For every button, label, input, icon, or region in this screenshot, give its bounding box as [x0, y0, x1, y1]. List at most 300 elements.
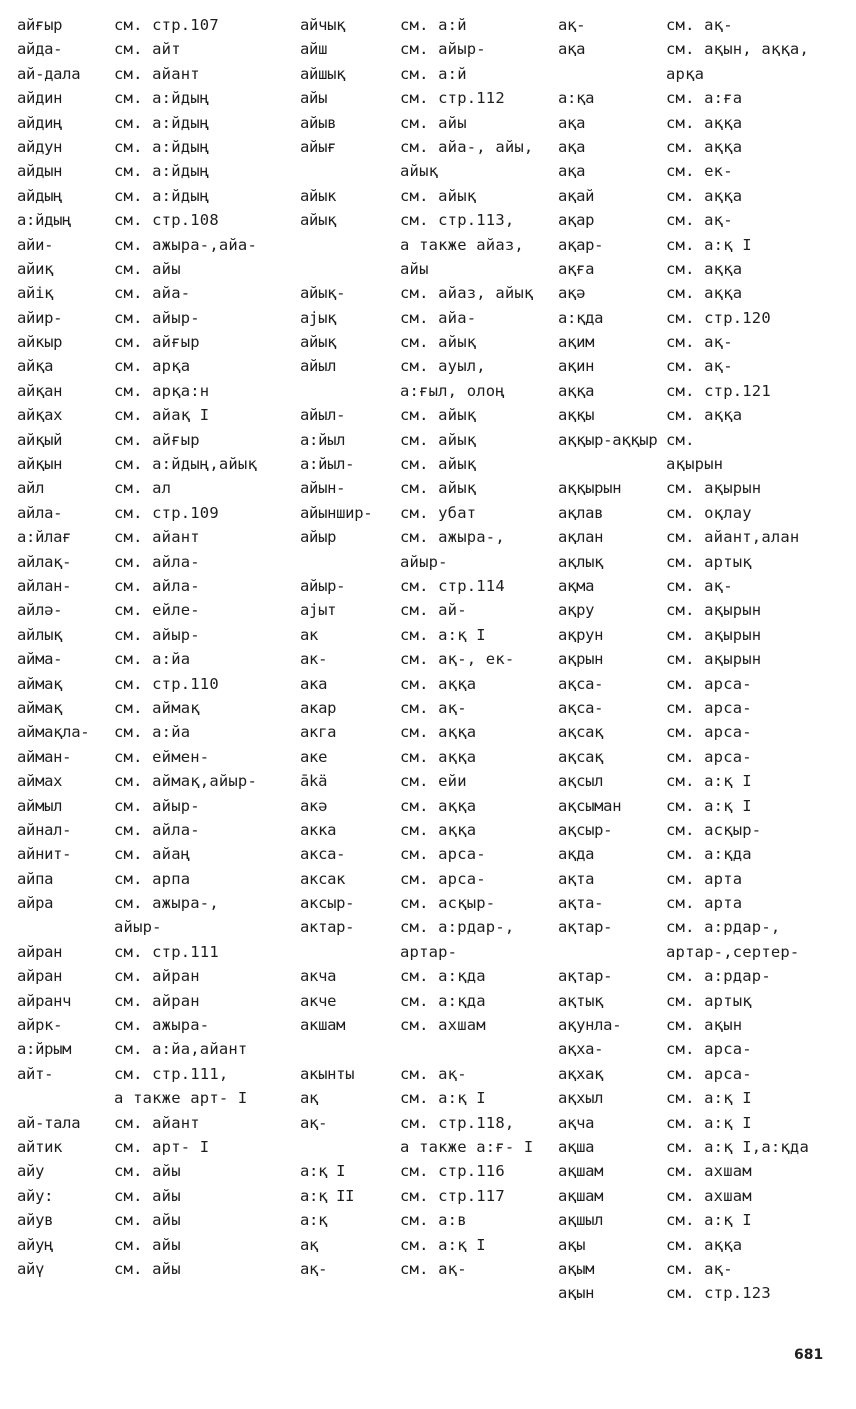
entry-headword: аймақ: [17, 698, 63, 717]
entry-headword: айлан-: [17, 576, 72, 595]
entry-reference: айыр-: [114, 918, 162, 937]
entry-reference: айыр-: [400, 552, 448, 571]
entry-reference: см. оқлау: [666, 503, 752, 522]
entry-reference: см. стр.111,: [114, 1064, 229, 1083]
entry-headword: аймақла-: [17, 723, 90, 742]
entry-reference: см. ахшам: [400, 1016, 486, 1035]
entry-headword: ақшыл: [558, 1211, 604, 1230]
entry-reference: см. айық: [400, 406, 477, 425]
entry-headword: айув: [17, 1211, 54, 1230]
entry-reference: см. айа-, айы,: [400, 137, 534, 156]
entry-headword: ақхыл: [558, 1089, 604, 1108]
entry-reference: см. стр.118,: [400, 1113, 515, 1132]
entry-reference: см. а:рдар-,: [666, 918, 781, 937]
entry-headword: ақсыр-: [558, 820, 613, 839]
entry-headword: ақшам: [558, 1162, 604, 1181]
entry-reference: см. айла-: [114, 552, 200, 571]
entry-reference: см. арса-: [666, 747, 752, 766]
entry-headword: аққы: [558, 406, 595, 425]
entry-headword: айдун: [17, 137, 63, 156]
entry-reference: см. артық: [666, 552, 752, 571]
entry-reference: см. аққа: [400, 747, 477, 766]
entry-headword: айт-: [17, 1064, 54, 1083]
entry-headword: айыл-: [300, 406, 346, 425]
entry-reference: см. стр.123: [666, 1284, 771, 1303]
entry-headword: ақрун: [558, 625, 604, 644]
entry-headword: ақлық: [558, 552, 604, 571]
entry-reference: см. стр.109: [114, 503, 219, 522]
entry-reference: см. ақ-: [666, 357, 733, 376]
entry-reference: см. айық: [400, 333, 477, 352]
entry-reference: см. айаз, айық: [400, 284, 534, 303]
entry-headword: айық: [300, 333, 337, 352]
entry-reference: см. ек-: [666, 162, 733, 181]
entry-headword: аке: [300, 747, 328, 766]
entry-headword: айтик: [17, 1137, 63, 1156]
entry-reference: см. ақ-: [666, 211, 733, 230]
entry-reference: см. ахшам: [666, 1186, 752, 1205]
entry-reference: см. ақ-: [666, 16, 733, 34]
entry-headword: айкыр: [17, 333, 63, 352]
entry-headword: ак: [300, 625, 319, 644]
entry-headword: айу:: [17, 1186, 54, 1205]
entry-reference: см. ахшам: [666, 1162, 752, 1181]
entry-headword: айман-: [17, 747, 72, 766]
entry-reference: см. ақын: [666, 1016, 743, 1035]
entry-headword: акынты: [300, 1064, 355, 1083]
entry-reference: см. стр.117: [400, 1186, 505, 1205]
entry-reference: см. а:йдың: [114, 89, 210, 108]
entry-headword: а:йдың: [17, 211, 72, 230]
entry-reference: см. а:й: [400, 16, 467, 34]
entry-headword: ақтық: [558, 991, 604, 1010]
entry-reference: см. айық: [400, 186, 477, 205]
entry-reference: см. айант,алан: [666, 528, 800, 547]
entry-headword: айшық: [300, 64, 346, 83]
entry-headword: айма-: [17, 650, 63, 669]
entry-headword: айыр-: [300, 576, 346, 595]
entry-reference: см. а:қ I: [666, 1113, 752, 1132]
entry-headword: айдың: [17, 186, 63, 205]
entry-reference: см. арса-: [666, 1064, 752, 1083]
entry-reference: см. айран: [114, 991, 200, 1010]
entry-headword: ақса-: [558, 698, 604, 717]
entry-headword: ақча: [558, 1113, 595, 1132]
entry-reference: см. ай-: [400, 601, 467, 620]
entry-headword: айдин: [17, 89, 63, 108]
entry-headword: айқын: [17, 455, 63, 474]
entry-headword: ақа: [558, 137, 586, 156]
entry-headword: айда-: [17, 40, 63, 59]
entry-reference: см. а:қ I: [666, 1089, 752, 1108]
entry-reference: см. айла-: [114, 820, 200, 839]
entry-reference: см. ажыра-: [114, 1016, 210, 1035]
entry-reference: см. а:рдар-,: [400, 918, 515, 937]
entry-reference: см. аққа: [666, 284, 743, 303]
entry-reference: артар-: [400, 942, 458, 961]
entry-reference: см. айғыр: [114, 430, 200, 449]
entry-reference: см. ақ-: [666, 1259, 733, 1278]
entry-reference: см. айақ I: [114, 406, 210, 425]
entry-headword: ақ: [300, 1089, 319, 1108]
entry-reference: см. ақ-, ек-: [400, 650, 515, 669]
entry-headword: ақсыл: [558, 772, 604, 791]
entry-reference: см. айық: [400, 430, 477, 449]
entry-reference: см. асқыр-: [400, 894, 496, 913]
entry-reference: а:ғыл, олоң: [400, 381, 505, 400]
entry-headword: ақы: [558, 1235, 586, 1254]
entry-headword: айра: [17, 894, 54, 913]
entry-reference: см. аққа: [666, 113, 743, 132]
entry-headword: ақ: [300, 1235, 319, 1254]
entry-reference: см. айант: [114, 64, 200, 83]
entry-headword: актар-: [300, 918, 355, 937]
entry-reference: см. стр.116: [400, 1162, 505, 1181]
entry-headword: ақ-: [300, 1259, 328, 1278]
entry-reference: см. а:қда: [400, 991, 486, 1010]
entry-headword: ақ-: [558, 16, 586, 34]
entry-headword: айык: [300, 186, 337, 205]
entry-reference: см. айа-: [114, 284, 191, 303]
entry-headword: аққыр-аққыр: [558, 430, 658, 449]
entry-headword: ајық: [300, 308, 337, 327]
entry-headword: ақхақ: [558, 1064, 604, 1083]
entry-reference: см. а:йдың: [114, 186, 210, 205]
entry-headword: айпа: [17, 869, 54, 888]
entry-reference: см. арса-: [666, 698, 752, 717]
entry-reference: см. а:қ I: [666, 772, 752, 791]
entry-headword: айын-: [300, 479, 346, 498]
entry-reference: арқа: [666, 64, 705, 83]
entry-reference: см. а:йдың,айық: [114, 455, 257, 474]
entry-reference: см. а:қ I,а:қда: [666, 1137, 809, 1156]
entry-headword: ай-тала: [17, 1113, 81, 1132]
entry-reference: см. аққа: [400, 820, 477, 839]
entry-headword: айрк-: [17, 1016, 63, 1035]
entry-reference: см. асқыр-: [666, 820, 762, 839]
entry-reference: см. айыр-: [400, 40, 486, 59]
entry-reference: а также арт- I: [114, 1089, 248, 1108]
entry-reference: см. а:қ I: [400, 1235, 486, 1254]
entry-headword: а:қда: [558, 308, 604, 327]
entry-reference: см. стр.111: [114, 942, 219, 961]
entry-reference: см. а:қда: [666, 845, 752, 864]
entry-headword: ақсақ: [558, 723, 604, 742]
entry-reference: см. а:й: [400, 64, 467, 83]
entry-reference: см. ақын, аққа,: [666, 40, 809, 59]
entry-reference: см. а:йа,айант: [114, 1040, 248, 1059]
entry-headword: а:қ I: [300, 1162, 346, 1181]
entry-headword: ақлан: [558, 528, 604, 547]
entry-reference: см. арта: [666, 894, 743, 913]
entry-reference: см. айант: [114, 528, 200, 547]
entry-reference: см. стр.113,: [400, 211, 515, 230]
entry-headword: ақә: [558, 284, 586, 303]
entry-headword: аққа: [558, 381, 595, 400]
entry-headword: айчық: [300, 16, 346, 34]
entry-headword: акга: [300, 723, 337, 742]
entry-reference: см. ақ-: [400, 1259, 467, 1278]
entry-headword: айы: [300, 89, 328, 108]
entry-headword: ақин: [558, 357, 595, 376]
entry-headword: акка: [300, 820, 337, 839]
entry-reference: см. айы: [114, 1235, 181, 1254]
entry-reference: см. а:қ I: [666, 235, 752, 254]
entry-reference: см. еймен-: [114, 747, 210, 766]
entry-reference: см. айа-: [400, 308, 477, 327]
entry-reference: см. арса-: [666, 1040, 752, 1059]
entry-reference: см. арқа:н: [114, 381, 210, 400]
entry-reference: см. айыр-: [114, 308, 200, 327]
entry-headword: а:қ II: [300, 1186, 355, 1205]
entry-reference: см. ажыра-,: [400, 528, 505, 547]
entry-reference: а также а:ғ- I: [400, 1137, 534, 1156]
entry-headword: айығ: [300, 137, 337, 156]
entry-headword: ақға: [558, 259, 595, 278]
entry-headword: айық: [300, 211, 337, 230]
entry-reference: см. айаң: [114, 845, 191, 864]
entry-headword: айіқ: [17, 284, 54, 303]
entry-reference: см. арса-: [666, 723, 752, 742]
entry-headword: ақым: [558, 1259, 595, 1278]
entry-reference: см. стр.107: [114, 16, 219, 34]
entry-reference: см. стр.121: [666, 381, 771, 400]
entry-reference: см. аққа: [666, 186, 743, 205]
entry-reference: см. айы: [114, 1186, 181, 1205]
entry-headword: аксыр-: [300, 894, 355, 913]
entry-headword: аймақ: [17, 674, 63, 693]
entry-headword: айыв: [300, 113, 337, 132]
entry-reference: см. а:йдың: [114, 113, 210, 132]
entry-headword: ақтар-: [558, 918, 613, 937]
entry-headword: акче: [300, 991, 337, 1010]
entry-reference: см. стр.108: [114, 211, 219, 230]
entry-reference: см. стр.112: [400, 89, 505, 108]
entry-headword: ақсыман: [558, 796, 622, 815]
entry-reference: см. ақырын: [666, 479, 762, 498]
entry-headword: айш: [300, 40, 328, 59]
entry-headword: ақру: [558, 601, 595, 620]
entry-reference: см. артық: [666, 991, 752, 1010]
entry-reference: см. а:йдың: [114, 162, 210, 181]
entry-reference: айық: [400, 162, 439, 181]
entry-reference: см. а:қ I: [666, 1211, 752, 1230]
entry-reference: см. а:қда: [400, 967, 486, 986]
entry-headword: а:йлағ: [17, 528, 72, 547]
entry-reference: см. а:йдың: [114, 137, 210, 156]
entry-reference: см. айы: [114, 1259, 181, 1278]
entry-reference: см. а:ға: [666, 89, 743, 108]
entry-reference: см. ал: [114, 479, 172, 498]
entry-reference: см. айант: [114, 1113, 200, 1132]
entry-reference: см. айық: [400, 455, 477, 474]
entry-reference: айы: [400, 259, 429, 278]
entry-reference: см. арса-: [666, 674, 752, 693]
entry-reference: см. а:қ I: [400, 1089, 486, 1108]
entry-reference: см. аққа: [400, 723, 477, 742]
entry-headword: ақшам: [558, 1186, 604, 1205]
entry-headword: акар: [300, 698, 337, 717]
entry-reference: см. ақ-: [400, 698, 467, 717]
entry-headword: айран: [17, 967, 63, 986]
entry-headword: айдын: [17, 162, 63, 181]
entry-headword: айран: [17, 942, 63, 961]
entry-headword: ақлав: [558, 503, 604, 522]
entry-reference: см. аққа: [666, 1235, 743, 1254]
entry-reference: см. стр.120: [666, 308, 771, 327]
entry-reference: см. аққа: [400, 674, 477, 693]
entry-headword: аймыл: [17, 796, 63, 815]
entry-reference: см. а:қ I: [666, 796, 752, 815]
entry-headword: айранч: [17, 991, 72, 1010]
entry-headword: айи-: [17, 235, 54, 254]
entry-reference: см. арқа: [114, 357, 191, 376]
entry-headword: ақсақ: [558, 747, 604, 766]
entry-headword: акә: [300, 796, 328, 815]
entry-reference: см. ақ-: [666, 576, 733, 595]
entry-headword: ақар: [558, 211, 595, 230]
entry-headword: ақша: [558, 1137, 595, 1156]
entry-reference: артар-,сертер-: [666, 942, 800, 961]
entry-reference: см. а:йа: [114, 723, 191, 742]
entry-reference: см. ейле-: [114, 601, 200, 620]
entry-headword: айлақ-: [17, 552, 72, 571]
entry-headword: ақын: [558, 1284, 595, 1303]
entry-headword: ақа: [558, 162, 586, 181]
entry-headword: ака: [300, 674, 328, 693]
entry-reference: см. арпа: [114, 869, 191, 888]
entry-reference: см. айыр-: [114, 796, 200, 815]
entry-reference: см. ажыра-,айа-: [114, 235, 257, 254]
entry-headword: аққырын: [558, 479, 622, 498]
entry-headword: ақа: [558, 40, 586, 59]
entry-headword: айир-: [17, 308, 63, 327]
entry-headword: ақма: [558, 576, 595, 595]
entry-headword: ак-: [300, 650, 328, 669]
entry-reference: см. айыр-: [114, 625, 200, 644]
entry-reference: см. арта: [666, 869, 743, 888]
entry-reference: см. ақырын: [666, 601, 762, 620]
entry-headword: ајыт: [300, 601, 337, 620]
entry-headword: айыл: [300, 357, 337, 376]
entry-headword: айла-: [17, 503, 63, 522]
entry-headword: ақта-: [558, 894, 604, 913]
entry-headword: а:йрым: [17, 1040, 72, 1059]
entry-headword: ай-дала: [17, 64, 81, 83]
entry-headword: аксак: [300, 869, 346, 888]
entry-reference: см. айы: [400, 113, 467, 132]
entry-headword: акшам: [300, 1016, 346, 1035]
entry-headword: айуң: [17, 1235, 54, 1254]
entry-headword: ақа: [558, 113, 586, 132]
entry-reference: см. ауыл,: [400, 357, 486, 376]
entry-headword: айу: [17, 1162, 45, 1181]
entry-reference: см. аққа: [666, 406, 743, 425]
entry-reference: см. айық: [400, 479, 477, 498]
entry-reference: а также айаз,: [400, 235, 524, 254]
entry-reference: см. айла-: [114, 576, 200, 595]
entry-headword: ақтар-: [558, 967, 613, 986]
entry-reference: см. а:йа: [114, 650, 191, 669]
entry-reference: см. ажыра-,: [114, 894, 219, 913]
entry-reference: см. стр.114: [400, 576, 505, 595]
entry-headword: айиқ: [17, 259, 54, 278]
entry-reference: ақырын: [666, 455, 724, 474]
entry-headword: ақрын: [558, 650, 604, 669]
entry-reference: см. ақ-: [400, 1064, 467, 1083]
entry-reference: см. а:в: [400, 1211, 467, 1230]
entry-headword: айл: [17, 479, 45, 498]
entry-reference: см. ейи: [400, 772, 467, 791]
entry-reference: см. айғыр: [114, 333, 200, 352]
entry-headword: а:қ: [300, 1211, 328, 1230]
entry-headword: ақим: [558, 333, 595, 352]
entry-headword: ақса-: [558, 674, 604, 693]
entry-headword: акса-: [300, 845, 346, 864]
entry-headword: айқый: [17, 430, 63, 449]
entry-reference: см. арт- I: [114, 1137, 210, 1156]
entry-headword: ākä: [300, 772, 328, 791]
entry-headword: айқах: [17, 406, 63, 425]
entry-reference: см. ақырын: [666, 650, 762, 669]
entry-reference: см. аққа: [666, 259, 743, 278]
entry-reference: см. айран: [114, 967, 200, 986]
entry-headword: а:йыл: [300, 430, 346, 449]
entry-headword: ақунла-: [558, 1016, 622, 1035]
entry-headword: а:қа: [558, 89, 595, 108]
entry-reference: см. айы: [114, 1211, 181, 1230]
entry-headword: ақ-: [300, 1113, 328, 1132]
entry-reference: см. айы: [114, 259, 181, 278]
entry-reference: см. аққа: [666, 137, 743, 156]
entry-reference: см. ақырын: [666, 625, 762, 644]
entry-headword: акча: [300, 967, 337, 986]
entry-headword: ақта: [558, 869, 595, 888]
entry-headword: айғыр: [17, 16, 63, 34]
entry-headword: айыншир-: [300, 503, 373, 522]
entry-reference: см. убат: [400, 503, 477, 522]
entry-reference: см. стр.110: [114, 674, 219, 693]
entry-headword: ақар-: [558, 235, 604, 254]
entry-headword: айнал-: [17, 820, 72, 839]
entry-reference: см. а:қ I: [400, 625, 486, 644]
entry-headword: айдиң: [17, 113, 63, 132]
entry-headword: айү: [17, 1259, 45, 1278]
entry-headword: айқа: [17, 357, 54, 376]
entry-headword: а:йыл-: [300, 455, 355, 474]
entry-reference: см. аққа: [400, 796, 477, 815]
entry-headword: ақда: [558, 845, 595, 864]
entry-reference: см. ақ-: [666, 333, 733, 352]
page-number: 681: [794, 1347, 824, 1363]
entry-headword: айық-: [300, 284, 346, 303]
entry-reference: см. аймақ,айыр-: [114, 772, 257, 791]
entry-headword: айлә-: [17, 601, 63, 620]
entry-headword: айыр: [300, 528, 337, 547]
entry-headword: аймах: [17, 772, 63, 791]
entry-reference: см. айт: [114, 40, 181, 59]
entry-reference: см. айы: [114, 1162, 181, 1181]
entry-headword: айлық: [17, 625, 63, 644]
entry-reference: см. аймақ: [114, 698, 200, 717]
entry-headword: ақха-: [558, 1040, 604, 1059]
entry-headword: айқан: [17, 381, 63, 400]
entry-reference: см. арса-: [400, 869, 486, 888]
entry-reference: см.: [666, 430, 695, 449]
entry-headword: ақай: [558, 186, 595, 205]
entry-headword: айнит-: [17, 845, 72, 864]
entry-reference: см. арса-: [400, 845, 486, 864]
